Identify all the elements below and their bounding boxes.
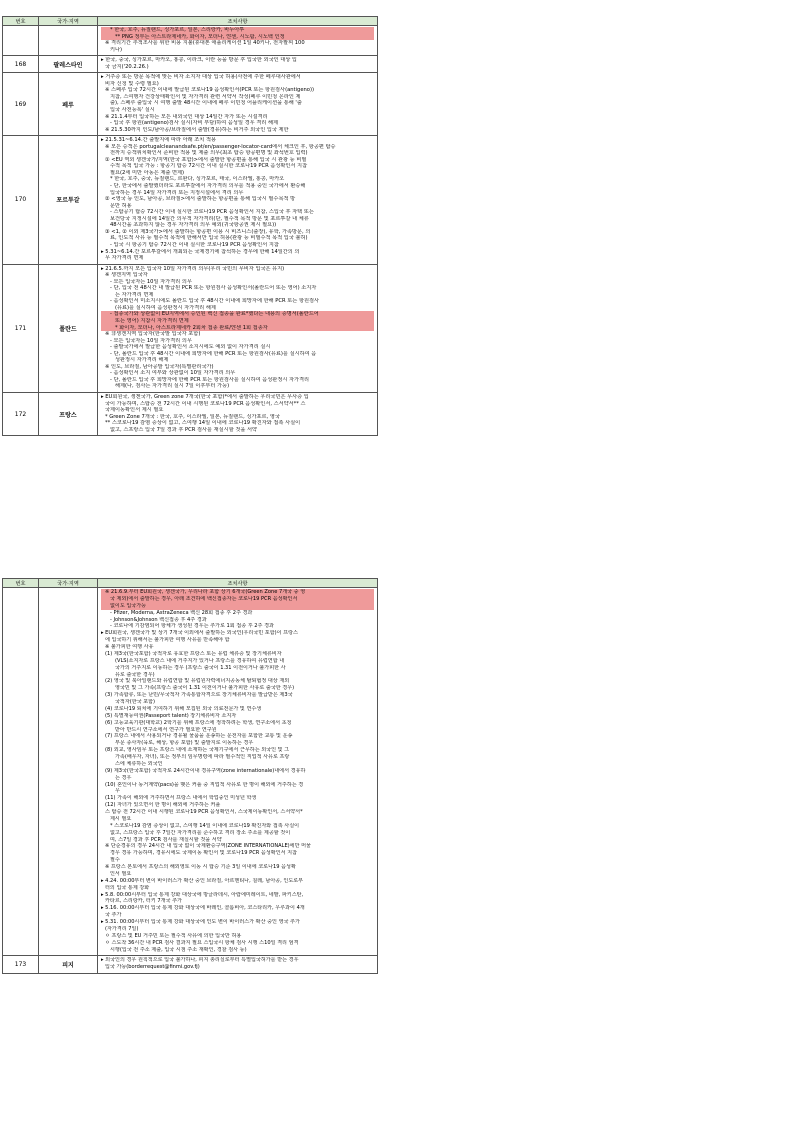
row-number: 170 — [3, 136, 39, 264]
text-line: (1) 제3국(한국포함) 국적자로 유효한 프랑스 또는 유럽 체류증 및 장기체류비자 — [105, 650, 282, 657]
text-line: ▸ EU회원국, 솅겐국가, Green zone 7개국(한국 포함)*에서 출발하는 우리국민은 무사증 입 — [101, 393, 309, 400]
table-row-173 — [3, 956, 378, 974]
text-line: * 한국, 호주, 중국, 뉴질랜드, 르완다, 싱가포르, 태국, 이스라엘, 홍콩, 마카오 — [110, 176, 285, 183]
text-line: 우 — [115, 788, 120, 795]
text-line: * Green Zone 7개국 : 한국, 호주, 이스라엘, 일본, 뉴질랜드, 싱가포르, 영국 — [105, 413, 280, 420]
text-line: - Pfizer, Moderna, AstraZeneca 백신 28회 접종 후 2주 경과 — [110, 609, 253, 616]
table-row — [3, 136, 378, 264]
text-line: 국 금지('20.2.26.) — [105, 63, 149, 70]
row-number: 171 — [3, 264, 39, 392]
text-line: 인서 필요 — [110, 870, 132, 877]
text-line: 비자 신청 및 수령 필요) — [105, 80, 159, 87]
text-line: ㅇ 스도착 36시간 내 PCR 검사 결과지 필요 스입국시 항체 검사 시행 스10일 격리 엄격 — [105, 939, 299, 946]
text-line: - 단, 폴란드 입국 후 48시간 이내에 희망자에 한해 PCR 또는 항원검사(유료)를 실시하여 음 — [110, 350, 317, 357]
text-line: ※ 21.5.30까지 인도/남아공/브라질에서 출발(경유)하는 비거주 외국인 입국 제한 — [105, 126, 289, 133]
text-line: 시행(입국 전 주소 제출, 입국 시점 주소 재확인, 경찰 검사 등) — [110, 946, 247, 953]
text-line: ※ 21.6.9.부터 EU회원국, 솅겐국가, 우리나라 포함 상기 6개국(Green Zone 7개국 중 영 — [101, 589, 374, 596]
text-line: ※ 스페루 입국 72시간 이내에 발급된 코로나19 음성확인서(PCR 또는 항원검사(antigeno)) — [105, 87, 315, 94]
text-line: 필요(2세 미만 아동은 제출 면제) — [110, 169, 185, 176]
text-line: - 출발국가에서 발급한 음성확인서 소지시에도 예외 없이 자가격리 실시 — [110, 344, 271, 351]
text-line: 는 경우 — [115, 774, 132, 781]
text-line: ※ 단순경유의 경우 24시간 내 입국 없이 국제환승구역(ZONE INTERNATIONALE)에만 머물 — [105, 843, 311, 850]
row-content — [98, 956, 378, 974]
text-line: ▸ 21.5.31~6.14.간 출발지에 따라 아래 조치 적용 — [101, 137, 216, 144]
text-line: 입국 사전등록' 실시 — [110, 107, 155, 114]
text-line: 며, 스7일 경과 후 PCR 검사를 재실시할 것을 서약 — [110, 836, 222, 843]
header-number: 번호 — [3, 579, 39, 588]
text-line: - 코로나에 기감염되어 항체가 생성된 경우는 추가로 1회 접종 후 2주 경과 — [110, 623, 274, 630]
table-row — [3, 392, 378, 435]
header-number: 번호 — [3, 17, 39, 26]
text-line: - 모든 입국자는 10일 자가격리 의무 — [110, 337, 192, 344]
text-line: * 한국, 호주, 뉴질랜드, 싱가포르, 일본, 스리랑카, 바누아투 — [101, 27, 374, 34]
text-line: - 단, 한국에서 출발했더라도 포르투갈에서 자가격리 의무를 적용 중인 국가에서 환승해 — [110, 183, 306, 190]
page2-table — [2, 578, 378, 974]
text-line: (자가격리 7일) — [105, 925, 139, 932]
text-line: ※ 인도, 브라질, 남아공발 입국자(특별관리국가) — [105, 363, 214, 370]
text-line: (5) 특별재능여권(Passeport talent) 장기체류비자 소지자 — [105, 712, 237, 719]
text-line: ▸ 거주증 또는 방문 목적에 맞는 비자 소지자 대상 입국 허용(사전에 주한 페루대사관에서 — [101, 74, 301, 81]
text-line: (VLS)소지자로 프랑스 내에 거주지가 있거나 프랑스를 경유하여 유럽연합 내 — [115, 657, 285, 664]
text-line: - 모든 입국자는 10일 자가격리 의무 — [110, 278, 192, 285]
text-line: ※ 프랑스 본토에서 프랑스의 해외영토 이동 시 탑승 기준 3일 이내에 코로나19 음성확 — [105, 864, 296, 870]
continuation-row-france — [3, 588, 378, 956]
text-line: 제시 필요 — [110, 815, 132, 822]
text-line: 출), 스페루 출입국 시 여행 출발 48시간 이내에 페루 이민청 어플리케이션을 통해 '출 — [110, 100, 302, 107]
row-content — [98, 56, 378, 73]
header-row — [3, 17, 378, 26]
text-line: (12) 자녀가 있으면서 한 명이 해외에 거주하는 커플 — [105, 802, 221, 809]
text-line: * 스코로나19 감염 증상이 없고, 스여행 14일 이내에 코로나19 확진자와 접촉 사실이 — [110, 822, 300, 829]
text-line: ※ 모든 승객은 portugalcleanandsafe.pt/en/passenger-locator-card에서 체크인 후, 항공편 탑승 — [105, 143, 336, 150]
text-line: ▸ 5.16. 00:00시부터 입국 통제 강화 대상국에 바레인, 콜롬비아, 코스타리카, 우루과이 4개 — [101, 905, 305, 912]
row-number: 168 — [3, 56, 39, 73]
text-line: ▸ 5.8. 00:00시부터 입국 통제 강화 대상국에 방글라데시, 아랍에미레이트, 네팔, 파키스탄, — [101, 891, 304, 898]
row-country: 팔레스타인 — [39, 56, 98, 73]
text-line: ① <EU 역외 솅겐국가/지역(한국 포함)>에서 출발한 항공편을 통해 입국 시 관광 등 비필 — [105, 156, 307, 163]
text-line: 입국하는 경우 14일 자가격리 또는 지정시설에서 격리 의무 — [110, 189, 244, 196]
text-line: 경우 경유 가능하며, 경유시에도 국제이동 확인서 및 코로나19 PCR 음성확인서 지참 — [110, 850, 297, 857]
continuation-content — [98, 26, 378, 56]
text-line: (3) 가족합류, 또는 난민/무국적자 가족통합자격으로 장기체류비자를 발급받은 제3국 — [105, 692, 293, 699]
text-line: (7) 프랑스 내에서 사용되거나 경유될 물품을 운송하는 운전자를 포함한 교통 및 운송 — [105, 733, 293, 740]
text-line: ※ 非솅겐지역 입국자(한국발 입국자 포함) — [105, 331, 201, 338]
text-line: 국제이동확인서 제시 필요 — [105, 407, 164, 414]
text-line: 무 자가격리 면제 — [105, 255, 144, 262]
text-line: ▸ 한국, 중국, 싱가포르, 마카오, 홍콩, 이라크, 이란 등을 방문 후 입국한 외국인 대상 입 — [101, 57, 297, 64]
text-line: 국 추가 — [105, 912, 122, 919]
text-line: ② <영국 등 인도, 남아공, 브라질>에서 출발하는 항공편을 통해 입국시 필수목적 방 — [105, 196, 296, 203]
text-line: * 화이자, 모더나, 아스트라제네카 2회차 접종 완료/얀센 1회 접종자 — [101, 325, 374, 332]
text-line: 에 입국하기 위해서는 불가피한 여행 사유를 만족해야 함 — [105, 637, 230, 644]
text-line: 카타르, 스리랑카, 터키 7개국 추가 — [105, 898, 182, 905]
text-line: (8) 외교, 영사임무 또는 프랑스 내에 소재하는 국제기구에서 근무하는 외국인 및 그 — [105, 747, 290, 754]
page1-table — [2, 16, 378, 436]
row-content — [98, 392, 378, 435]
text-line: 전까지 승객위치확인서 준비한 적용 및 제출 의무(최초 탑승 항공편명 및 좌석번호 입력) — [110, 150, 308, 157]
text-line: ▸ EU회원국, 솅겐국가 및 상기 7개국 이외에서 출발하는 외국인(우리국민 포함)이 프랑스 — [101, 630, 298, 637]
text-line: 는 자가격리 면제 — [115, 291, 154, 298]
text-line: ▸ 5.31. 00:00시부터 입국 통제 강화 대상국에 인도 변이 바이러스가 확산 중인 영국 추가 — [101, 919, 300, 925]
text-line: 국가의 거주지로 이동하는 경우 (프랑스 출국이 1.31 이전이거나 불가피한 사 — [115, 664, 286, 671]
header-country: 국가·지역 — [39, 17, 98, 26]
row-country: 피지 — [39, 956, 98, 974]
text-line: ** 스코로나19 감염 증상이 없고, 스여행 14일 이내에 코로나19 확진자와 접촉 사실이 — [105, 420, 301, 427]
text-line: 스에 체류하는 외국인 — [115, 760, 163, 767]
text-line: 입국 가능(borderrequest@finmi.gov.fj) — [105, 964, 200, 971]
text-line: - 스탑공기 탑승 72시간 이내 실시한 코로나19 PCR 음성확인서 지참, 스입국 후 자택 또는 — [110, 209, 314, 216]
text-line: (9) 제3국(한국포함) 국적자로 24시간이내 경유구역(zone internationale)내에서 경유하 — [105, 767, 306, 774]
text-line: 문만 허용 — [110, 202, 132, 209]
text-line: ※ 불가피한 여행 사유 — [105, 644, 154, 650]
text-line: 또는 영어) 지참시 자가격리 면제 — [101, 318, 374, 325]
row-country: 폴란드 — [39, 264, 98, 392]
header-row — [3, 579, 378, 588]
text-line: (11) 가족이 해외에 거주하면서 프랑스 내에서 학업중인 미성년 학생 — [105, 795, 257, 802]
row-number: 173 — [3, 956, 39, 974]
text-line: (6) 고등교육기관(대학교) 2학기를 위해 프랑스에 정착하려는 학생, 연구소에서 초청 — [105, 719, 292, 726]
text-line: 터의 입국 통제 강화 — [105, 884, 150, 891]
text-line: 없고, 스프랑스 입국 후 7일간 자가격리를 준수하고 격리 장소 주소를 제공할 것이 — [110, 829, 291, 836]
text-line: 해제(나, 검사는 자가격리 실시 7일 이후부터 가능) — [115, 383, 230, 390]
row-country: 포르투갈 — [39, 136, 98, 264]
text-line: ※ 격리기간 추적조사를 위한 비용 지불(휴대폰 애플리케이션 1일 40키나, 전자팔찌 100 — [105, 40, 305, 47]
text-line: ※ 21.1.4부터 입국하는 모든 내외국인 대상 14일간 자가 또는 시설격리 — [105, 113, 268, 120]
text-line: (2) 영국 및 북아일랜드와 유럽연합 및 유럽원자력에너지공동체 탈퇴협정 대상 재외 — [105, 678, 290, 685]
row-number: 172 — [3, 392, 39, 435]
text-line: (유료)를 실시하여 음성판정시 자가격리 해제 — [115, 304, 216, 311]
text-line: (10) 혼인이나 동거계약(pacs)을 맺은 커플 중 직업적 사유로 한 명이 해외에 거주하는 경 — [105, 781, 304, 788]
text-line: 받아 반드시 연구소에서 연구가 필요한 연구원 — [115, 726, 217, 733]
text-line: 가족(배우자, 자녀), 또는 정부의 임무명령에 따라 필수적인 직업적 사유로 프랑 — [115, 754, 290, 760]
text-line: - 접종국가와 상관없이 EU지역에서 승인된 백신 접종을 완료*했다는 내용의 증명서(폴란드어 — [101, 311, 374, 318]
text-line: 키나) — [110, 46, 123, 53]
table-row — [3, 56, 378, 73]
table-row — [3, 73, 378, 136]
text-line: 없이도 입국가능 — [101, 603, 374, 610]
text-line: 스 탑승 전 72시간 이내 시행된 코로나19 PCR 음성확인서, 스국제이동확인서, 스서약서* — [105, 809, 303, 815]
text-line: - 입국 시 항공기 탑승 72시간 이내 실시한 코로나19 PCR 음성확인서 지참 — [110, 241, 279, 248]
row-country: 페루 — [39, 73, 98, 136]
text-line: 국적자(한국 포함) — [115, 699, 156, 705]
text-line: 지참, 스여행자 건강상태확인서 및 자가격리 관련 서약서 작성(페루 이민청 온라인 제 — [110, 93, 301, 100]
text-line: - 입국 후 항원(antigeno)검사 실시(자비 부담)하여 음성일 경우 격리 해제 — [110, 120, 278, 127]
text-line: - 음성확인서 소지 여부와 상관없이 10일 자가격리 의무 — [110, 370, 236, 377]
text-line: - 단, 폴란드 입국 후 희망자에 한해 PCR 또는 항원검사를 실시하여 음성판정시 자가격리 — [110, 376, 310, 383]
text-line: ※ 솅겐지역 입국자 — [105, 272, 148, 279]
page1-body — [3, 26, 378, 436]
text-line: - Johnson&Johnson 백신접종 후 4주 경과 — [110, 616, 207, 623]
text-line: 없고, 스프랑스 입국 7일 경과 후 PCR 검사를 재실시할 것을 서약 — [110, 426, 258, 433]
row-number: 169 — [3, 73, 39, 136]
text-line: 부문 종사자(육로, 해상, 항공 포함) 및 출발지로 이동하는 경우 — [115, 740, 254, 747]
text-line: 수적 목적 입국 가능 : 항공기 탑승 72시간 이내 실시한 코로나19 PCR 음성확인서 지참 — [110, 163, 308, 170]
row-content — [98, 264, 378, 392]
row-content — [98, 73, 378, 136]
text-line: 영국민 및 그 가족(프랑스 출국이 1.31 이전이거나 불가피한 사유로 출국한 경우) — [115, 685, 295, 692]
text-line: ▸ 21.6.5.까지 모든 입국자 10일 자가격리 의무(우리 국민의 무비자 입국은 유지) — [101, 265, 285, 272]
row-country: 프랑스 — [39, 392, 98, 435]
continuation-row — [3, 26, 378, 56]
table-row — [3, 264, 378, 392]
text-line: ㅇ 프랑스 및 EU 거주민 또는 필수적 사유에 의한 입국만 허용 — [105, 932, 242, 939]
row-content — [98, 136, 378, 264]
text-line: (4) 코로나19 퇴치에 기여하기 위해 모집된 외국 의료전문가 및 연수생 — [105, 705, 262, 712]
text-line: 48시간을 초과하지 않는 경우 자가격리 의무 예외(귀국항공권 제시 필요)) — [110, 222, 277, 229]
text-line: 보건당국 지정시설에 14일간 의무적 자가격리(단, 필수적 목적 방문 및 포르투갈 내 체류 — [110, 215, 309, 222]
text-line: - 음성확인서 미소지시에도 폴란드 입국 후 48시간 이내에 희망자에 한해 PCR 또는 항원검사 — [110, 298, 319, 305]
text-line: 필수 — [110, 857, 120, 864]
text-line: 국 제외)에서 출발하는 경우, 아래 조건하에 백신접종자는 코로나19 PCR 음성확인서 — [101, 596, 374, 603]
header-content: 조치사항 — [98, 579, 378, 588]
text-line: 국이 가능하며, 스탑승 전 72시간 이내 시행된 코로나19 PCR 음성확인서, 스서약서** 스 — [105, 400, 306, 407]
header-content: 조치사항 — [98, 17, 378, 26]
text-line: ▸ 4.24. 00:00부터 변이 바이러스가 확산 중인 브라질, 아르헨티나, 칠레, 남아공, 인도로부 — [101, 877, 304, 884]
text-line: 료, 인도적 사유 등 필수적 목적에 한해서만 입국 허용(관광 등 비필수적 목적 입국 불허) — [110, 235, 308, 242]
france-continuation-content — [98, 588, 378, 956]
header-country: 국가·지역 — [39, 579, 98, 588]
text-line: ▸ 외국인의 경우 원칙적으로 입국 불가하나, 피지 총리실로부터 특별입국허가를 받는 경우 — [101, 957, 299, 964]
text-line: ▸ 5.31~6.14.간 포르투갈에서 개최되는 국제경기에 참석하는 경우에 한해 14일간의 의 — [101, 248, 300, 255]
text-line: 유로 출국한 경우) — [115, 671, 155, 678]
text-line: ③ <1, ② 이외 제3국가>에서 출발하는 항공편 이용 시 비즈니스(출장), 유학, 가족방문, 의 — [105, 228, 311, 235]
text-line: 성판정시 자가격리 해제 — [115, 357, 169, 364]
text-line: - 단, 입국 전 48시간 내 발급된 PCR 또는 항원검사 음성확인서(폴란드어 또는 영어) 소지자 — [110, 285, 317, 292]
text-line: ** PNG 정부는 아스트라제네카, 화이자, 모더나, 얀센, 시노팜, 시노백 인정 — [101, 34, 374, 41]
